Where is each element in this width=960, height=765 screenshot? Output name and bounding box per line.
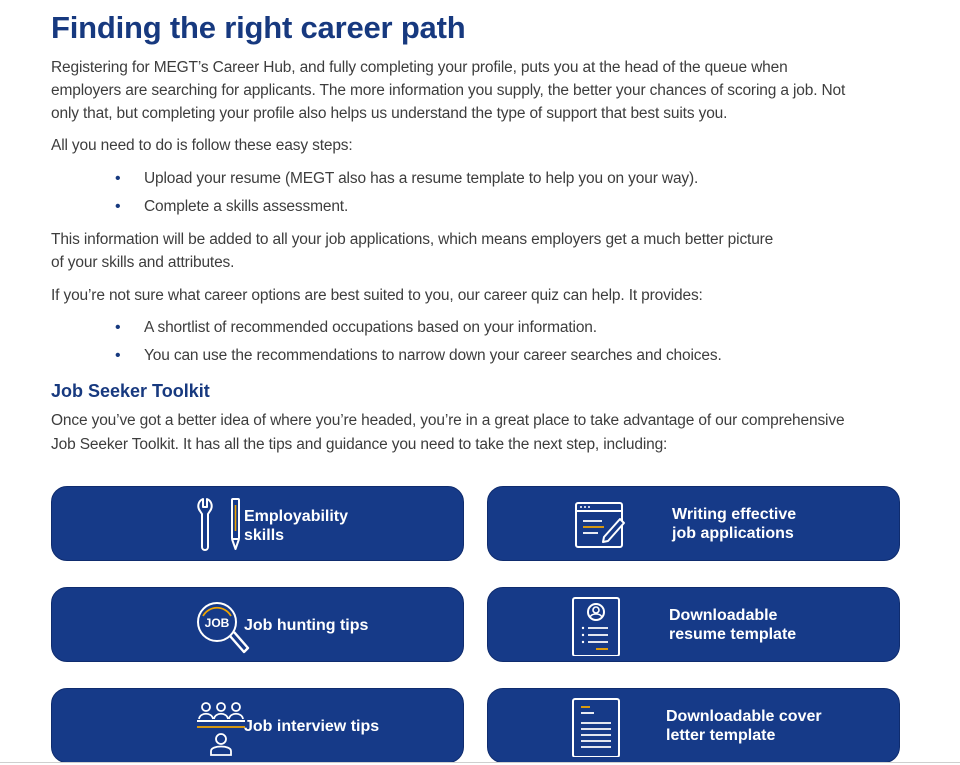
bullet-icon: • bbox=[115, 170, 121, 187]
tile-label: Writing effective job applications bbox=[672, 506, 797, 542]
bullet-icon: • bbox=[115, 319, 121, 336]
tile-label: Job hunting tips bbox=[244, 617, 369, 634]
tile-label: Employability skills bbox=[244, 508, 349, 544]
quiz-point-text: A shortlist of recommended occupations based on your information. bbox=[144, 319, 597, 336]
bullet-icon: • bbox=[115, 347, 121, 364]
step-text: Upload your resume (MEGT also has a resume template to help you on your way). bbox=[144, 170, 699, 187]
cover-letter-icon bbox=[568, 697, 624, 757]
tile-label: Downloadable cover letter template bbox=[666, 708, 822, 744]
svg-text:JOB: JOB bbox=[204, 616, 230, 630]
tile-job-hunting-tips[interactable] bbox=[51, 587, 464, 662]
tools-icon bbox=[194, 495, 250, 555]
tile-label: Downloadable resume template bbox=[669, 607, 797, 643]
quiz-point-text: You can use the recommendations to narrow down your career searches and choices. bbox=[144, 347, 722, 364]
toolkit-line-2: Job Seeker Toolkit. It has all the tips and guidance you need to take the next step, including: bbox=[51, 436, 668, 453]
tile-writing-applications[interactable] bbox=[487, 486, 900, 561]
toolkit-heading: Job Seeker Toolkit bbox=[51, 381, 210, 401]
tile-cover-letter-template[interactable] bbox=[487, 688, 900, 763]
steps-intro: All you need to do is follow these easy steps: bbox=[51, 137, 353, 154]
tile-job-interview-tips[interactable] bbox=[51, 688, 464, 763]
quiz-intro: If you’re not sure what career options are best suited to you, our career quiz can help. It provides: bbox=[51, 287, 703, 304]
step-text: Complete a skills assessment. bbox=[144, 198, 349, 215]
info-line-1: This information will be added to all your job applications, which means employers get a much better picture bbox=[51, 231, 774, 248]
document-edit-icon bbox=[572, 495, 628, 555]
tile-employability-skills[interactable] bbox=[51, 486, 464, 561]
page-title: Finding the right career path bbox=[51, 10, 466, 45]
intro-paragraph: Registering for MEGT’s Career Hub, and fully completing your profile, puts you at the head of the queue when employers are searching for applicants. The more information you supply, the better your chances of scoring a job. Not only that, but completing your profile also helps us understand the type of support that best suits you. bbox=[51, 59, 846, 122]
tile-resume-template[interactable] bbox=[487, 587, 900, 662]
bullet-icon: • bbox=[115, 198, 121, 215]
tile-label: Job interview tips bbox=[244, 718, 380, 735]
toolkit-line-1: Once you’ve got a better idea of where you’re headed, you’re in a great place to take advantage of our comprehensive bbox=[51, 412, 845, 429]
interview-panel-icon bbox=[194, 697, 250, 757]
bottom-divider bbox=[0, 762, 960, 763]
resume-icon bbox=[568, 596, 624, 656]
info-line-2: of your skills and attributes. bbox=[51, 254, 235, 271]
job-search-icon bbox=[194, 596, 250, 656]
